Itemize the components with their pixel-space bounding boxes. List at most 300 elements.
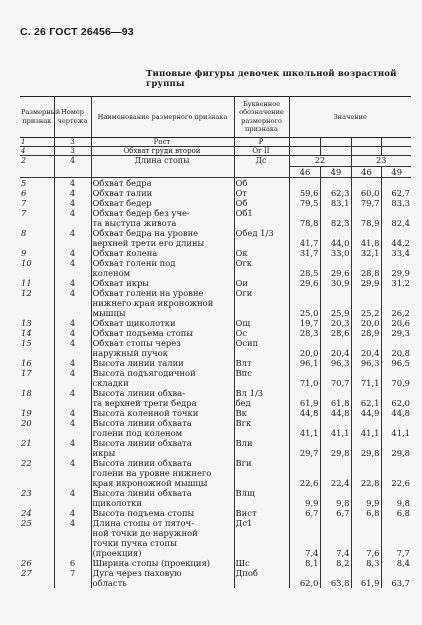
row-value: 44,2 bbox=[381, 238, 411, 248]
table-row bbox=[20, 578, 411, 588]
table-row bbox=[20, 478, 411, 488]
row-value: 32,1 bbox=[351, 248, 381, 258]
row-figure: 4 bbox=[54, 328, 91, 338]
row-value bbox=[320, 528, 351, 538]
row-number: 27 bbox=[21, 567, 32, 578]
row-value: 61,9 bbox=[289, 398, 320, 408]
row-designation bbox=[234, 308, 289, 318]
row-name: Обхват колена bbox=[91, 248, 234, 258]
row-name: Рост bbox=[91, 137, 234, 146]
row-value bbox=[320, 468, 351, 478]
row-value: 96,5 bbox=[381, 358, 411, 368]
row-name: та выступа живота bbox=[91, 218, 234, 228]
row-number: 24 bbox=[21, 507, 32, 518]
row-number bbox=[20, 468, 54, 478]
row-value: 70,7 bbox=[320, 378, 351, 388]
row-value: 22,6 bbox=[381, 478, 411, 488]
row-value bbox=[289, 208, 320, 218]
row-figure: 4 bbox=[54, 358, 91, 368]
row-value: 33,4 bbox=[381, 248, 411, 258]
row-designation bbox=[234, 268, 289, 278]
table-row bbox=[20, 298, 411, 308]
row-number: 6 bbox=[21, 187, 27, 198]
row-designation bbox=[234, 298, 289, 308]
table-row-foot-length bbox=[20, 155, 411, 166]
row-figure bbox=[54, 548, 91, 558]
row-value bbox=[320, 568, 351, 578]
row-number bbox=[20, 308, 54, 318]
row-figure bbox=[54, 308, 91, 318]
row-designation: Обед 1/3 bbox=[234, 228, 289, 238]
row-designation bbox=[234, 218, 289, 228]
row-figure: 4 bbox=[54, 388, 91, 398]
row-name: Обхват бедра на уровне bbox=[91, 228, 234, 238]
row-figure bbox=[54, 498, 91, 508]
row-value: 96,3 bbox=[320, 358, 351, 368]
row-value: 7,4 bbox=[289, 548, 320, 558]
row-value: 29,6 bbox=[320, 268, 351, 278]
row-number: 11 bbox=[21, 277, 32, 288]
row-value: 9,9 bbox=[289, 498, 320, 508]
row-value: 20,0 bbox=[351, 318, 381, 328]
row-name: точки пучка стопы bbox=[91, 538, 234, 548]
row-figure: 4 bbox=[54, 248, 91, 258]
table-row bbox=[20, 248, 411, 258]
row-designation: Впс bbox=[234, 368, 289, 378]
table-row bbox=[20, 338, 411, 348]
row-value bbox=[320, 388, 351, 398]
row-value: 41,1 bbox=[289, 428, 320, 438]
size-value: 46 bbox=[289, 166, 320, 177]
row-value: 29,8 bbox=[320, 448, 351, 458]
row-value bbox=[351, 298, 381, 308]
row-number: 7 bbox=[21, 207, 27, 218]
row-designation bbox=[234, 538, 289, 548]
row-value: 41,8 bbox=[351, 238, 381, 248]
row-designation: Влт bbox=[234, 358, 289, 368]
row-figure: 4 bbox=[54, 438, 91, 448]
row-name: голени на уровне нижнего bbox=[91, 468, 234, 478]
row-value: 62,1 bbox=[351, 398, 381, 408]
row-value bbox=[320, 458, 351, 468]
row-designation: Вист bbox=[234, 508, 289, 518]
row-number bbox=[20, 578, 54, 588]
row-value: 6,7 bbox=[320, 508, 351, 518]
row-value bbox=[381, 488, 411, 498]
row-name: края икроножной мышцы bbox=[91, 478, 234, 488]
row-value: 7,4 bbox=[320, 548, 351, 558]
row-number bbox=[20, 498, 54, 508]
row-name: та верхней трети бедра bbox=[91, 398, 234, 408]
row-number bbox=[20, 548, 54, 558]
row-value: 44,8 bbox=[320, 408, 351, 418]
row-figure: 4 bbox=[54, 198, 91, 208]
row-value bbox=[351, 418, 381, 428]
row-figure: 4 bbox=[54, 208, 91, 218]
table-row bbox=[20, 488, 411, 498]
row-value: 29,7 bbox=[289, 448, 320, 458]
row-figure bbox=[54, 378, 91, 388]
row-value bbox=[381, 338, 411, 348]
row-number: 12 bbox=[21, 287, 32, 298]
row-value: 8,2 bbox=[320, 558, 351, 568]
row-value: 71,0 bbox=[289, 378, 320, 388]
row-number bbox=[20, 398, 54, 408]
table-row bbox=[20, 508, 411, 518]
row-value: 20,4 bbox=[320, 348, 351, 358]
row-name: Длина стопы bbox=[91, 155, 234, 166]
row-designation: Ос bbox=[234, 328, 289, 338]
row-name: Высота линии обхвата bbox=[91, 438, 234, 448]
row-value: 41,1 bbox=[381, 428, 411, 438]
table-row bbox=[20, 318, 411, 328]
row-value bbox=[351, 388, 381, 398]
row-name: Обхват подъема стопы bbox=[91, 328, 234, 338]
row-value bbox=[381, 458, 411, 468]
row-value bbox=[320, 208, 351, 218]
row-value: 62,7 bbox=[381, 188, 411, 198]
row-value: 25,0 bbox=[289, 308, 320, 318]
row-value: 29,9 bbox=[381, 268, 411, 278]
row-designation: Ог II bbox=[234, 146, 289, 155]
table-row bbox=[20, 208, 411, 218]
row-designation: От bbox=[234, 188, 289, 198]
row-name: щиколотки bbox=[91, 498, 234, 508]
row-value: 28,9 bbox=[351, 328, 381, 338]
row-value: 44,0 bbox=[320, 238, 351, 248]
row-value bbox=[351, 468, 381, 478]
table-row bbox=[20, 518, 411, 528]
row-number bbox=[20, 448, 54, 458]
row-value: 41,1 bbox=[320, 428, 351, 438]
row-value bbox=[320, 368, 351, 378]
row-value: 60,0 bbox=[351, 188, 381, 198]
row-value: 44,8 bbox=[289, 408, 320, 418]
row-value: 62,0 bbox=[381, 398, 411, 408]
col-header-name: Наименование размерного признака bbox=[91, 97, 234, 138]
row-value bbox=[381, 368, 411, 378]
row-value: 59,6 bbox=[289, 188, 320, 198]
row-name: верхней трети его длины bbox=[91, 238, 234, 248]
table-row bbox=[20, 268, 411, 278]
row-value: 8,3 bbox=[351, 558, 381, 568]
row-value bbox=[289, 177, 320, 188]
row-name: Высота линии обхва- bbox=[91, 388, 234, 398]
row-value bbox=[320, 258, 351, 268]
table-row bbox=[20, 348, 411, 358]
row-figure bbox=[54, 348, 91, 358]
table-row bbox=[20, 177, 411, 188]
table-row bbox=[20, 458, 411, 468]
row-value bbox=[289, 288, 320, 298]
row-value bbox=[320, 438, 351, 448]
row-figure: 7 bbox=[54, 568, 91, 578]
table-row bbox=[20, 548, 411, 558]
row-value bbox=[351, 288, 381, 298]
row-value: 83,3 bbox=[381, 198, 411, 208]
row-value bbox=[381, 418, 411, 428]
row-figure bbox=[54, 468, 91, 478]
row-value: 96,3 bbox=[351, 358, 381, 368]
row-value: 83,1 bbox=[320, 198, 351, 208]
size-value: 49 bbox=[320, 166, 351, 177]
row-number bbox=[20, 528, 54, 538]
table-row bbox=[20, 358, 411, 368]
row-name: Высота линии талии bbox=[91, 358, 234, 368]
row-figure: 4 bbox=[54, 228, 91, 238]
row-figure: 3 bbox=[54, 146, 91, 155]
table-row bbox=[20, 468, 411, 478]
row-value: 6,7 bbox=[289, 508, 320, 518]
row-figure bbox=[54, 298, 91, 308]
row-designation: Вк bbox=[234, 408, 289, 418]
table-row bbox=[20, 278, 411, 288]
row-designation: Об bbox=[234, 177, 289, 188]
row-figure: 3 bbox=[54, 137, 91, 146]
row-value: 44,9 bbox=[351, 408, 381, 418]
row-value bbox=[289, 338, 320, 348]
row-number bbox=[20, 538, 54, 548]
row-value: 28,8 bbox=[351, 268, 381, 278]
size-value: 46 bbox=[351, 166, 381, 177]
table-row-chest bbox=[20, 146, 411, 155]
row-value bbox=[320, 228, 351, 238]
row-value bbox=[351, 338, 381, 348]
row-value: 61,9 bbox=[351, 578, 381, 588]
row-number bbox=[20, 478, 54, 488]
row-value: 61,8 bbox=[320, 398, 351, 408]
row-number: 4 bbox=[20, 146, 54, 155]
row-value: 20,8 bbox=[381, 348, 411, 358]
row-value bbox=[351, 538, 381, 548]
row-name: Высота линии обхвата bbox=[91, 458, 234, 468]
row-number: 18 bbox=[21, 387, 32, 398]
row-value: 41,7 bbox=[289, 238, 320, 248]
row-value: 44,8 bbox=[381, 408, 411, 418]
row-name: Высота подъема стопы bbox=[91, 508, 234, 518]
row-value bbox=[289, 458, 320, 468]
row-name: Высота линии обхвата bbox=[91, 418, 234, 428]
row-name: Высота подъягодичной bbox=[91, 368, 234, 378]
row-designation: Вгк bbox=[234, 418, 289, 428]
row-name: Обхват груди второй bbox=[91, 146, 234, 155]
row-value bbox=[381, 208, 411, 218]
row-name: Высота коленной точки bbox=[91, 408, 234, 418]
row-value bbox=[381, 177, 411, 188]
row-value bbox=[289, 388, 320, 398]
row-number bbox=[20, 348, 54, 358]
row-number: 16 bbox=[21, 357, 32, 368]
row-figure bbox=[54, 268, 91, 278]
row-number: 17 bbox=[21, 367, 32, 378]
table-row bbox=[20, 498, 411, 508]
height-value: 23 bbox=[351, 155, 411, 166]
table-row bbox=[20, 238, 411, 248]
col-header-figure: Номер чертежа bbox=[54, 97, 91, 138]
row-value bbox=[381, 568, 411, 578]
row-value: 78,8 bbox=[289, 218, 320, 228]
size-value: 49 bbox=[381, 166, 411, 177]
table-row bbox=[20, 258, 411, 268]
row-designation: Р bbox=[234, 137, 289, 146]
row-designation: Дпоб bbox=[234, 568, 289, 578]
row-name: область bbox=[91, 578, 234, 588]
row-number bbox=[20, 268, 54, 278]
table-row bbox=[20, 388, 411, 398]
row-value bbox=[381, 288, 411, 298]
row-designation: Оги bbox=[234, 288, 289, 298]
row-value: 28,3 bbox=[289, 328, 320, 338]
col-header-feature: Размерный признак bbox=[20, 97, 54, 138]
row-figure: 4 bbox=[54, 278, 91, 288]
row-value: 25,9 bbox=[320, 308, 351, 318]
table-row bbox=[20, 398, 411, 408]
row-designation bbox=[234, 348, 289, 358]
row-value bbox=[289, 298, 320, 308]
row-figure: 4 bbox=[54, 408, 91, 418]
row-value: 20,4 bbox=[351, 348, 381, 358]
page-header: С. 26 ГОСТ 26456—93 bbox=[20, 26, 134, 38]
row-designation: Об1 bbox=[234, 208, 289, 218]
row-designation bbox=[234, 478, 289, 488]
row-value: 25,2 bbox=[351, 308, 381, 318]
row-value: 31,7 bbox=[289, 248, 320, 258]
row-value: 6,8 bbox=[381, 508, 411, 518]
row-value: 63,8 bbox=[320, 578, 351, 588]
row-value: 63,7 bbox=[381, 578, 411, 588]
row-designation: Ощ bbox=[234, 318, 289, 328]
row-value bbox=[351, 208, 381, 218]
row-figure: 4 bbox=[54, 288, 91, 298]
row-designation: Ои bbox=[234, 278, 289, 288]
row-value bbox=[320, 177, 351, 188]
row-name: Дуга через паховую bbox=[91, 568, 234, 578]
row-value: 30,9 bbox=[320, 278, 351, 288]
col-header-designation: Буквенное обозначение размерного признака bbox=[234, 97, 289, 138]
row-designation: Дс1 bbox=[234, 518, 289, 528]
row-figure: 4 bbox=[54, 188, 91, 198]
row-number: 13 bbox=[21, 317, 32, 328]
row-number: 15 bbox=[21, 337, 32, 348]
row-name: Обхват бедер без уче- bbox=[91, 208, 234, 218]
row-number: 10 bbox=[21, 257, 32, 268]
row-value bbox=[381, 228, 411, 238]
row-name: (проекция) bbox=[91, 548, 234, 558]
row-designation: Огк bbox=[234, 258, 289, 268]
row-figure: 4 bbox=[54, 458, 91, 468]
row-number: 20 bbox=[21, 417, 32, 428]
row-value bbox=[351, 438, 381, 448]
row-value: 79,5 bbox=[289, 198, 320, 208]
row-value bbox=[320, 488, 351, 498]
row-value: 29,3 bbox=[381, 328, 411, 338]
row-value bbox=[320, 418, 351, 428]
row-value: 82,3 bbox=[320, 218, 351, 228]
row-designation bbox=[234, 428, 289, 438]
row-value: 29,8 bbox=[351, 448, 381, 458]
row-value: 62,3 bbox=[320, 188, 351, 198]
measurements-table bbox=[20, 96, 411, 588]
row-value bbox=[351, 528, 381, 538]
row-value bbox=[381, 258, 411, 268]
row-value: 70,9 bbox=[381, 378, 411, 388]
row-figure bbox=[54, 448, 91, 458]
row-value: 96,1 bbox=[289, 358, 320, 368]
row-designation: Дс bbox=[234, 155, 289, 166]
row-name: Обхват бедер bbox=[91, 198, 234, 208]
row-value bbox=[381, 538, 411, 548]
row-value bbox=[351, 488, 381, 498]
row-value: 28,6 bbox=[320, 328, 351, 338]
table-row bbox=[20, 568, 411, 578]
row-number: 8 bbox=[21, 227, 27, 238]
row-designation: Шс bbox=[234, 558, 289, 568]
row-name: мышцы bbox=[91, 308, 234, 318]
row-value bbox=[289, 468, 320, 478]
row-value bbox=[381, 468, 411, 478]
row-name: икры bbox=[91, 448, 234, 458]
row-value: 41,1 bbox=[351, 428, 381, 438]
row-figure: 4 bbox=[54, 318, 91, 328]
row-number: 5 bbox=[21, 177, 27, 188]
row-value: 79,7 bbox=[351, 198, 381, 208]
row-value bbox=[289, 518, 320, 528]
row-value bbox=[351, 177, 381, 188]
row-figure bbox=[54, 238, 91, 248]
row-value bbox=[289, 418, 320, 428]
row-number: 22 bbox=[21, 457, 32, 468]
row-value: 22,8 bbox=[351, 478, 381, 488]
row-number: 19 bbox=[21, 407, 32, 418]
row-value: 22,4 bbox=[320, 478, 351, 488]
row-value: 9,9 bbox=[351, 498, 381, 508]
row-figure bbox=[54, 578, 91, 588]
col-header-value: Значение bbox=[289, 97, 411, 138]
row-figure: 4 bbox=[54, 418, 91, 428]
row-figure: 6 bbox=[54, 558, 91, 568]
row-name: наружный пучок bbox=[91, 348, 234, 358]
row-value: 9,8 bbox=[320, 498, 351, 508]
row-designation: Вги bbox=[234, 458, 289, 468]
row-value bbox=[289, 228, 320, 238]
row-name: Обхват голени на уровне bbox=[91, 288, 234, 298]
row-value bbox=[351, 518, 381, 528]
row-number: 25 bbox=[21, 517, 32, 528]
size-row bbox=[20, 166, 411, 177]
row-value: 20,0 bbox=[289, 348, 320, 358]
table-row bbox=[20, 558, 411, 568]
row-number bbox=[20, 298, 54, 308]
row-name: Обхват талии bbox=[91, 188, 234, 198]
row-value bbox=[320, 288, 351, 298]
row-name: Обхват щиколотки bbox=[91, 318, 234, 328]
table-row bbox=[20, 448, 411, 458]
table-row-height bbox=[20, 137, 411, 146]
table-row bbox=[20, 368, 411, 378]
table-row bbox=[20, 438, 411, 448]
row-figure: 4 bbox=[54, 518, 91, 528]
row-value: 31,2 bbox=[381, 278, 411, 288]
row-number bbox=[20, 238, 54, 248]
row-number bbox=[20, 218, 54, 228]
row-value bbox=[381, 298, 411, 308]
row-number: 9 bbox=[21, 247, 27, 258]
row-designation bbox=[234, 578, 289, 588]
row-value bbox=[289, 528, 320, 538]
row-figure bbox=[54, 398, 91, 408]
height-value: 22 bbox=[289, 155, 351, 166]
row-name: Обхват стопы через bbox=[91, 338, 234, 348]
